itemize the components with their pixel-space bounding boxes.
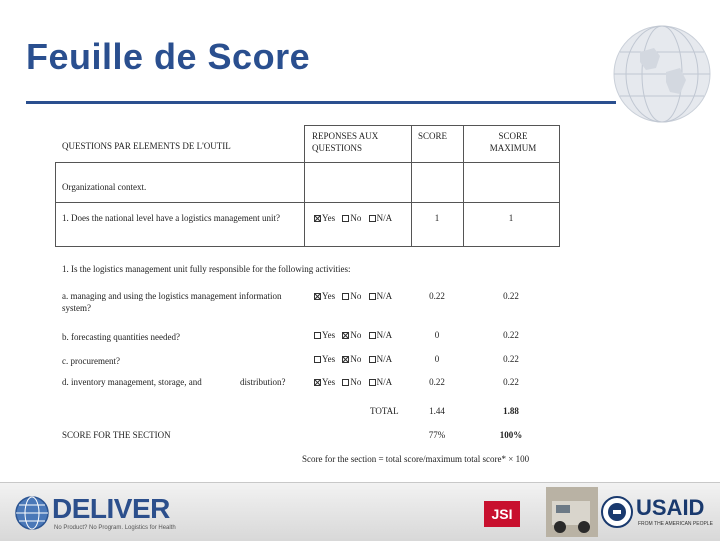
na-label: N/A (376, 354, 393, 364)
section-score-value: 77% (428, 430, 446, 440)
usaid-logo: USAID (636, 495, 705, 520)
table-top-border (304, 125, 560, 126)
na-checkbox[interactable] (369, 293, 376, 300)
no-checkbox[interactable] (342, 332, 349, 339)
activity-d-options (314, 376, 397, 388)
grid-line (559, 125, 560, 246)
score-header: SCORE (418, 131, 448, 141)
no-checkbox[interactable] (342, 356, 349, 363)
no-label: No (350, 377, 362, 387)
question-1-text: 1. Does the national level have a logistics management unit? (62, 213, 280, 223)
no-label: No (350, 291, 362, 301)
total-label: TOTAL (370, 406, 399, 416)
no-checkbox[interactable] (342, 215, 349, 222)
yes-checkbox[interactable] (314, 293, 321, 300)
na-label: N/A (376, 377, 393, 387)
na-label: N/A (376, 213, 393, 223)
title-underline (26, 101, 616, 104)
section-title: Organizational context. (62, 182, 147, 192)
na-checkbox[interactable] (369, 215, 376, 222)
no-label: No (350, 330, 362, 340)
grid-line (55, 246, 560, 247)
grid-line (55, 162, 56, 246)
yes-checkbox[interactable] (314, 379, 321, 386)
activity-b-text: b. forecasting quantities needed? (62, 332, 180, 342)
na-label: N/A (376, 330, 393, 340)
yes-label: Yes (322, 291, 336, 301)
yes-label: Yes (322, 330, 336, 340)
score-max-header: SCORE MAXIMUM (489, 131, 537, 154)
activity-c-max: 0.22 (503, 354, 519, 364)
yes-label: Yes (322, 213, 336, 223)
usaid-tagline: FROM THE AMERICAN PEOPLE (638, 521, 713, 527)
activity-b-max: 0.22 (503, 330, 519, 340)
activity-a-text: a. managing and using the logistics management information system? (62, 291, 282, 314)
activity-a-score: 0.22 (429, 291, 445, 301)
grid-line (55, 162, 560, 163)
section-score-max: 100% (499, 430, 523, 440)
deliver-globe-icon (14, 495, 50, 531)
activity-a-max: 0.22 (503, 291, 519, 301)
na-checkbox[interactable] (369, 356, 376, 363)
no-checkbox[interactable] (342, 379, 349, 386)
activity-d-score: 0.22 (429, 377, 445, 387)
activity-c-score: 0 (434, 354, 440, 364)
yes-checkbox[interactable] (314, 332, 321, 339)
questions-header: QUESTIONS PAR ELEMENTS DE L'OUTIL (62, 141, 231, 151)
activity-c-text: c. procurement? (62, 356, 120, 366)
yes-label: Yes (322, 377, 336, 387)
yes-checkbox[interactable] (314, 356, 321, 363)
grid-line (463, 125, 464, 246)
question-1-score: 1 (434, 213, 440, 223)
grid-line (411, 125, 412, 246)
score-formula: Score for the section = total score/maximum total score* × 100 (302, 454, 530, 464)
activity-b-score: 0 (434, 330, 440, 340)
no-label: No (350, 213, 362, 223)
activity-d-text-cont: distribution? (240, 377, 286, 387)
activity-b-options (314, 329, 397, 341)
page-title: Feuille de Score (26, 36, 311, 77)
activity-d-text: d. inventory management, storage, and (62, 377, 202, 387)
no-label: No (350, 354, 362, 364)
question-1-options (314, 212, 397, 224)
yes-label: Yes (322, 354, 336, 364)
grid-line (304, 125, 305, 162)
question-2-intro: 1. Is the logistics management unit fully responsible for the following activities: (62, 264, 351, 274)
responses-header: REPONSES AUX QUESTIONS (312, 131, 379, 154)
no-checkbox[interactable] (342, 293, 349, 300)
globe-icon (610, 22, 714, 126)
question-1-max: 1 (508, 213, 514, 223)
usaid-seal-icon (600, 495, 634, 529)
footer-bar (0, 482, 720, 541)
section-score-label: SCORE FOR THE SECTION (62, 430, 171, 440)
total-max: 1.88 (503, 406, 519, 416)
deliver-logo: DELIVER (52, 493, 170, 524)
grid-line (55, 202, 560, 203)
deliver-tagline: No Product? No Program. Logistics for Health (54, 525, 176, 531)
yes-checkbox[interactable] (314, 215, 321, 222)
jsi-logo: JSI (484, 501, 520, 527)
na-label: N/A (376, 291, 393, 301)
na-checkbox[interactable] (369, 379, 376, 386)
activity-d-max: 0.22 (503, 377, 519, 387)
total-score: 1.44 (429, 406, 445, 416)
activity-c-options (314, 353, 397, 365)
na-checkbox[interactable] (369, 332, 376, 339)
truck-image (546, 487, 598, 537)
activity-a-options (314, 290, 397, 302)
grid-line (304, 162, 305, 246)
